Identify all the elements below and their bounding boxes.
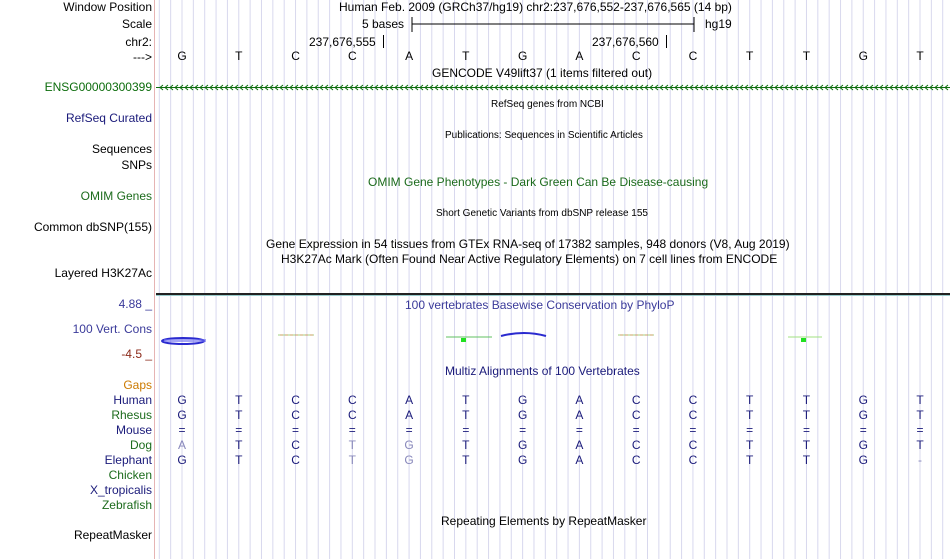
track-group-separator-shadow <box>156 295 950 296</box>
reference-base: G <box>858 49 868 63</box>
aligned-base: A <box>575 408 584 422</box>
aligned-base: G <box>517 408 528 422</box>
aligned-base: T <box>462 438 470 452</box>
aligned-base: C <box>631 453 641 467</box>
aligned-base: G <box>517 393 528 407</box>
aligned-base: A <box>575 393 584 407</box>
multiz-gaps-label: Gaps <box>123 378 152 392</box>
gtex-track-title[interactable]: Gene Expression in 54 tissues from GTEx RNA-seq of 17382 samples, 948 donors (V8, Aug 2019) <box>266 237 790 251</box>
aligned-base: C <box>347 393 357 407</box>
aligned-base: G <box>517 453 528 467</box>
snps-track-label[interactable]: SNPs <box>121 158 152 172</box>
publications-track-label[interactable]: Sequences <box>91 142 152 156</box>
reference-bases <box>0 49 950 64</box>
reference-base: C <box>688 49 698 63</box>
species-label[interactable]: Rhesus <box>111 408 152 422</box>
aligned-base: G <box>404 438 414 452</box>
aligned-base: A <box>575 453 584 467</box>
species-label[interactable]: Dog <box>129 438 152 452</box>
species-label[interactable]: Human <box>113 393 152 407</box>
dbsnp-track-label[interactable]: Common dbSNP(155) <box>33 220 152 234</box>
aligned-base: T <box>348 438 356 452</box>
aligned-base: T <box>235 408 243 422</box>
window-position-value: Human Feb. 2009 (GRCh37/hg19) chr2:237,676,552-237,676,565 (14 bp) <box>339 0 732 14</box>
aligned-base: C <box>631 438 641 452</box>
repeatmasker-track-title[interactable]: Repeating Elements by RepeatMasker <box>441 514 647 528</box>
aligned-base: C <box>631 393 641 407</box>
aligned-base: T <box>235 438 243 452</box>
aligned-base: A <box>575 438 584 452</box>
aligned-base: G <box>177 408 187 422</box>
scale-value: 5 bases <box>362 17 405 31</box>
aligned-base: T <box>802 408 811 422</box>
dbsnp-track-title[interactable]: Short Genetic Variants from dbSNP release 155 <box>436 208 648 219</box>
reference-base: T <box>235 49 243 63</box>
aligned-base: G <box>177 393 187 407</box>
reference-base: C <box>631 49 641 63</box>
aligned-base: = <box>292 423 300 437</box>
reference-base: C <box>291 49 300 63</box>
aligned-base: G <box>858 438 868 452</box>
reference-base: C <box>347 49 357 63</box>
aligned-base: T <box>802 453 811 467</box>
strand-label: ---> <box>133 50 152 64</box>
reference-base: T <box>916 49 924 63</box>
omim-track-title[interactable]: OMIM Gene Phenotypes - Dark Green Can Be Disease-causing <box>368 175 709 189</box>
aligned-base: C <box>291 438 300 452</box>
aligned-base: = <box>178 423 186 437</box>
gencode-gene-feature[interactable] <box>156 80 950 95</box>
omim-track-label[interactable]: OMIM Genes <box>80 189 152 203</box>
reference-base: G <box>517 49 528 63</box>
coordinate-label-1: 237,676,555 <box>309 35 376 49</box>
aligned-base: C <box>291 453 300 467</box>
phylop-track-title[interactable]: 100 vertebrates Basewise Conservation by PhyloP <box>405 298 675 312</box>
aligned-base: T <box>916 438 924 452</box>
aligned-base: C <box>291 393 300 407</box>
aligned-base: T <box>746 438 754 452</box>
coordinate-label-2: 237,676,560 <box>592 35 659 49</box>
aligned-base: = <box>405 423 413 437</box>
aligned-base: A <box>177 438 186 452</box>
refseq-track-label[interactable]: RefSeq Curated <box>65 111 152 125</box>
aligned-base: = <box>348 423 356 437</box>
phylop-track-label[interactable]: 100 Vert. Cons <box>72 322 152 336</box>
aligned-base: T <box>746 453 754 467</box>
aligned-base: T <box>462 408 470 422</box>
phylop-min-value: -4.5 _ <box>121 347 152 361</box>
aligned-base: C <box>347 408 357 422</box>
refseq-track-title[interactable]: RefSeq genes from NCBI <box>491 99 604 110</box>
aligned-base: C <box>631 408 641 422</box>
reference-base: A <box>575 49 584 63</box>
aligned-base: T <box>802 438 811 452</box>
aligned-base: A <box>405 408 414 422</box>
h3k27ac-track-label[interactable]: Layered H3K27Ac <box>54 266 152 280</box>
aligned-base: C <box>688 453 698 467</box>
species-label[interactable]: X_tropicalis <box>89 483 152 497</box>
aligned-base: T <box>916 408 924 422</box>
aligned-base: = <box>746 423 754 437</box>
aligned-base: = <box>916 423 924 437</box>
coordinate-tick-1 <box>383 35 384 48</box>
aligned-base: = <box>519 423 527 437</box>
chrom-label: chr2: <box>125 35 152 49</box>
gencode-track-title[interactable]: GENCODE V49lift37 (1 items filtered out) <box>432 66 653 80</box>
aligned-base: - <box>918 453 922 467</box>
aligned-base: C <box>688 393 698 407</box>
species-label[interactable]: Elephant <box>104 453 152 467</box>
aligned-base: T <box>462 453 470 467</box>
aligned-base: G <box>858 393 868 407</box>
aligned-base: C <box>291 408 300 422</box>
scale-label: Scale <box>121 17 152 31</box>
species-label[interactable]: Mouse <box>115 423 152 437</box>
aligned-base: T <box>462 393 470 407</box>
window-position-label: Window Position <box>63 0 152 14</box>
h3k27ac-track-title[interactable]: H3K27Ac Mark (Often Found Near Active Regulatory Elements) on 7 cell lines from ENCODE <box>281 252 778 266</box>
coordinate-tick-2 <box>666 35 667 48</box>
reference-base: A <box>405 49 414 63</box>
aligned-base: T <box>746 408 754 422</box>
species-label[interactable]: Zebrafish <box>101 498 152 512</box>
aligned-base: T <box>746 393 754 407</box>
aligned-base: G <box>177 453 187 467</box>
aligned-base: = <box>859 423 867 437</box>
aligned-base: = <box>689 423 697 437</box>
reference-base: G <box>177 49 187 63</box>
aligned-base: C <box>688 408 698 422</box>
aligned-base: G <box>858 408 868 422</box>
multiz-track-title[interactable]: Multiz Alignments of 100 Vertebrates <box>445 364 640 378</box>
aligned-base: T <box>235 453 243 467</box>
gencode-gene-label[interactable]: ENSG00000300399 <box>44 80 152 94</box>
aligned-base: = <box>632 423 640 437</box>
publications-track-title[interactable]: Publications: Sequences in Scientific Articles <box>445 130 643 141</box>
aligned-base: G <box>517 438 528 452</box>
reference-base: T <box>802 49 811 63</box>
scale-assembly: hg19 <box>705 17 732 31</box>
aligned-base: T <box>235 393 243 407</box>
aligned-base: G <box>404 453 414 467</box>
aligned-base: T <box>802 393 811 407</box>
reference-base: T <box>462 49 470 63</box>
phylop-max-value: 4.88 _ <box>118 297 152 311</box>
aligned-base: G <box>858 453 868 467</box>
aligned-base: A <box>405 393 414 407</box>
aligned-base: = <box>235 423 243 437</box>
species-label[interactable]: Chicken <box>108 468 152 482</box>
aligned-base: C <box>688 438 698 452</box>
aligned-base: = <box>462 423 470 437</box>
scale-bar <box>410 16 696 34</box>
phylop-signal <box>156 326 950 352</box>
aligned-base: = <box>802 423 810 437</box>
repeatmasker-track-label[interactable]: RepeatMasker <box>73 528 152 542</box>
aligned-base: T <box>916 393 924 407</box>
reference-base: T <box>746 49 754 63</box>
aligned-base: = <box>575 423 583 437</box>
aligned-base: T <box>348 453 356 467</box>
